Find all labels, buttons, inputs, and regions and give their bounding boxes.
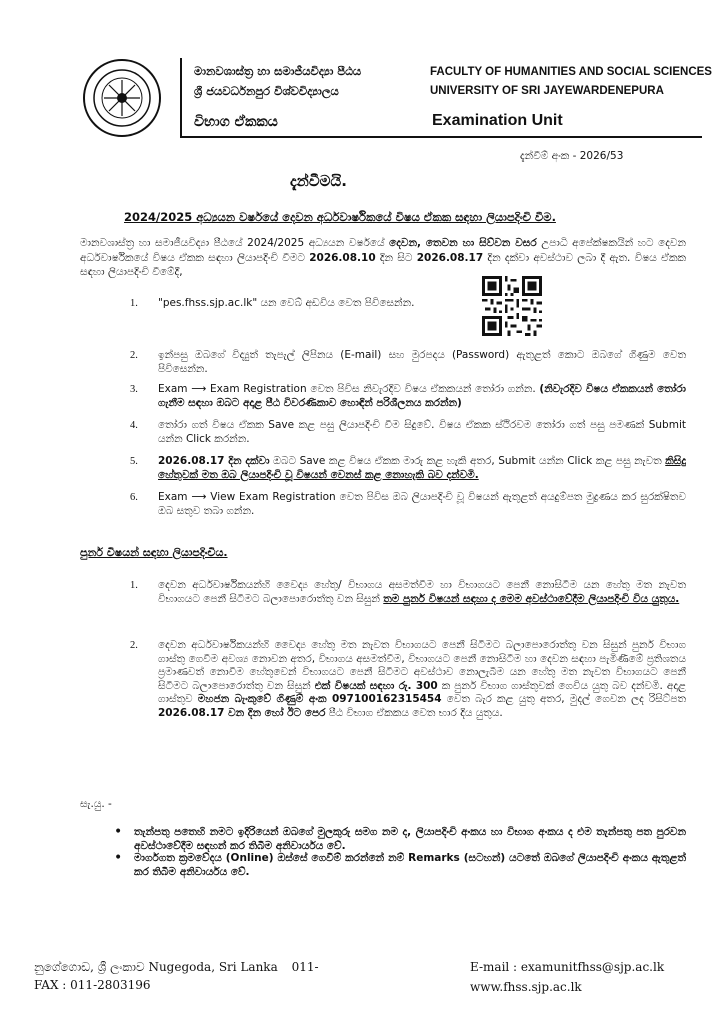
- footer-email: E-mail : examunitfhss@sjp.ac.lk: [470, 960, 665, 974]
- intro-date-from: 2026.08.10: [309, 251, 376, 264]
- notice-title: දැන්වීමයි.: [290, 172, 347, 190]
- note-1-text: තැන්පතු පතෙහි නමට ඉදිරියෙන් ඔබගේ මුලකුරු සමග නම ද, ලියාපදිංචි අංකය හා විභාග අංකය ද එම තැන්පතු පත පුරවන අවස්ථාවේදීම සඳහන් කර තිබීම අනිවාර්යය වේ.: [134, 826, 686, 852]
- step-number: 2.: [130, 350, 138, 361]
- repeat-item-2-body-2: ක පුනර් විභාග ගාස්තුවක් ගෙවිය යුතු බව දන්වමි. අදාළ ගාස්තුව: [158, 679, 686, 705]
- note-label: සැ.යු. -: [80, 798, 112, 810]
- menu-exam-label: Exam: [158, 383, 188, 395]
- step-number: 6.: [130, 492, 138, 503]
- footer-address-text: නුගේගොඩ, ශ්‍රී ලංකාව Nugegoda, Sri Lanka: [34, 960, 278, 974]
- repeat-item-1-text: [158, 579, 686, 606]
- step-number: 5.: [130, 456, 138, 467]
- university-seal-logo: [82, 58, 162, 138]
- repeat-item-1-body: දෙවන අර්ධවාර්ෂිකයන්හි වෛද්‍ය හේතු/ විභාගය අසමත්වීම හා විභාගයට පෙනී නොසිටීම යන හේතු මත නැවත විභාගයට පෙනී සිටීමට බලාපොරොත්තු වන සිසුන්: [158, 579, 686, 605]
- repeat-item-2-body-3: වෙත බැර කළ යුතු අතර, මුදල් ගෙවන ලද රිසිට්පත: [441, 693, 686, 705]
- footer-phone: 011-: [291, 960, 319, 974]
- header-rule: [182, 136, 702, 138]
- qr-code-image: [482, 276, 542, 336]
- faculty-name-sinhala: මානවශාස්ත්‍ර හා සමාජීයවිද්‍යා පීඨය: [194, 64, 362, 78]
- menu-exam-registration-label: Exam Registration: [210, 383, 307, 395]
- repeat-item-2-body: දෙවන අර්ධවාර්ෂිකයන්හි වෛද්‍ය හේතු මත නැවත විභාගයට පෙනී සිටීමට බලාපොරොත්තු වන සිසුන් පුනර් විභාග ගාස්තු ගෙවීම අවශ්‍ය නොවන අතර, විභාගය අසමත්වීම, විභාගයට පෙනී නොසිටීම හා දෙවන සඳහා පැමිණීමේ ප්‍රතිශතය ප්‍රමාණවත් නොවීම හේතුවෙන් විභාගයට පෙනී සිටීමට අවස්ථාව නොලැබීම යන හේතු මත නැවත විභාගයට පෙනී සිටීමට බලාපොරොත්තු වන සිසුන්: [158, 639, 686, 692]
- intro-date-to: 2026.08.17: [416, 251, 484, 264]
- step-number: 3.: [130, 384, 138, 395]
- step-1-text: "pes.fhss.sjp.ac.lk" යන වෙබ් අඩවිය වෙත පිවිසෙන්න.: [158, 297, 415, 309]
- university-name-english: UNIVERSITY OF SRI JAYEWARDENEPURA: [430, 85, 664, 97]
- step-4-text: තෝරා ගත් විෂය ඒකක Save කළ පසු ලියාපදිංචි වීම සිදුවේ. විෂය ඒකක ස්ථිරවම තෝරා ගත් පසු පමණක් Submit යන්න Click කරන්න.: [158, 419, 686, 445]
- notice-subject: 2024/2025 අධ්‍යයන වර්ෂයේ දෙවන අර්ධවාර්ෂිකයේ විෂය ඒකක සඳහා ලියාපදිංචි වීම.: [124, 210, 556, 224]
- step-2-text: ඉන්පසු ඔබගේ විද්‍යුත් තැපැල් ලිපිනය (E-mail) සහ මුරපදය (Password) ඇතුළත් කොට ඔබගේ ගිණුම වෙත පිවිසෙන්න.: [158, 349, 686, 375]
- step-3-text: [158, 383, 686, 410]
- repeat-fee: එක් විෂයක් සඳහා රු. 300: [314, 679, 438, 692]
- footer-address: [34, 960, 319, 975]
- arrow-right-icon: ⟶: [191, 491, 207, 503]
- faculty-name-english: FACULTY OF HUMANITIES AND SOCIAL SCIENCES: [430, 66, 712, 78]
- repeat-item-number: 1.: [130, 580, 138, 591]
- unit-name-sinhala: විභාග ඒකකය: [194, 114, 278, 130]
- step-5-body: ඔබට Save කළ විෂය ඒකක මාරු කළ හැකි අතර, Submit යන්න Click කළ පසු නැවත: [269, 455, 666, 467]
- university-name-sinhala: ශ්‍රී ජයවර්ධනපුර විශ්වවිද්‍යාලය: [194, 84, 339, 98]
- step-5-emphasis: කිසිදු හේතුවක් මත ඔබ ලියාපදිංචි වූ විෂයන් වෙනස් කළ නොහැකි බව දන්වමි.: [158, 455, 687, 481]
- intro-text-1: මානවශාස්ත්‍ර හා සමාජීයවිද්‍යා පීඨයේ 2024/2025 අධ්‍යයන වර්ෂයේ: [80, 237, 390, 249]
- menu-exam-label: Exam: [158, 491, 188, 503]
- intro-text-2: උපාධි අපේක්ෂකයින් හට දෙවන අර්ධවාර්ෂිකයේ විෂය ඒකක සඳහා ලියාපදිංචි වීමට: [80, 237, 686, 264]
- step-6-text: [158, 491, 686, 518]
- step-number: 1.: [130, 298, 138, 309]
- bullet-icon: •: [114, 850, 123, 866]
- notice-reference-number: දැන්වීම් අංක - 2026/53: [520, 150, 624, 162]
- intro-text-4: දින දක්වා අවස්ථාව ලබා දී ඇත. විෂය ඒකක සඳහා ලියාපදිංචි වීමේදී,: [80, 251, 686, 278]
- repeat-item-2-text: [158, 639, 686, 720]
- step-3-body: වෙත පිවිස නිවැරදිව විෂය ඒකකයන් තෝරා ගන්න.: [306, 383, 540, 395]
- repeat-item-number: 2.: [130, 640, 138, 651]
- step-6-body: වෙත පිවිස ඔබ ලියාපදිංචි වූ විෂයන් ඇතුළත් අයදුම්පත මුද්‍රණය කර සුරක්ෂිතව ඔබ සතුව තබා ගන්න.: [158, 491, 686, 517]
- step-3-emphasis: (නිවැරදිව විෂය ඒකකයන් තෝරා ගැනීම සඳහා ඔබට අදාළ පීඨ විවරණිකාව හොඳින් පරිශීලනය කරන්න): [158, 383, 687, 409]
- repeat-item-1-emphasis: තම පුනර් විෂයන් සඳහා ද මෙම අවස්ථාවේදීම ලියාපදිංචි විය යුතුය.: [383, 592, 680, 605]
- intro-text-3: දින සිට: [375, 251, 417, 264]
- step-5-text: [158, 455, 686, 482]
- bullet-icon: •: [114, 824, 123, 840]
- menu-view-exam-registration-label: View Exam Registration: [210, 491, 336, 503]
- unit-name-english: Examination Unit: [432, 112, 563, 129]
- repeat-item-2-body-4: පීඨ විභාග ඒකකය වෙත භාර දිය යුතුය.: [325, 706, 503, 719]
- receipt-deadline: 2026.08.17 වන දින හෝ ඊට පෙර: [158, 706, 326, 719]
- footer-website: www.fhss.sjp.ac.lk: [470, 980, 582, 994]
- arrow-right-icon: ⟶: [191, 383, 207, 395]
- header-divider: [180, 58, 182, 138]
- repeat-subjects-heading: පුනර් විෂයන් සඳහා ලියාපදිංචිය.: [80, 546, 228, 559]
- intro-years: දෙවන, තෙවන හා සිව්වන වසර: [389, 237, 537, 249]
- intro-paragraph: [80, 236, 686, 280]
- step-5-deadline: 2026.08.17 දින දක්වා: [158, 455, 270, 467]
- footer-fax: FAX : 011-2803196: [34, 978, 151, 992]
- note-2-text: මාර්ගගත ක්‍රමවේදය (Online) ඔස්සේ ගෙවීම් කරන්නේ නම් Remarks (සටහන්) යටතේ ඔබගේ ලියාපදිංචි අංකය ඇතුළත් කර තිබීම අනිවාර්යය වේ.: [134, 852, 686, 878]
- bank-account-number: මහජන බැංකුවේ ගිණුම් අංක 097100162315454: [197, 693, 442, 705]
- step-number: 4.: [130, 420, 138, 431]
